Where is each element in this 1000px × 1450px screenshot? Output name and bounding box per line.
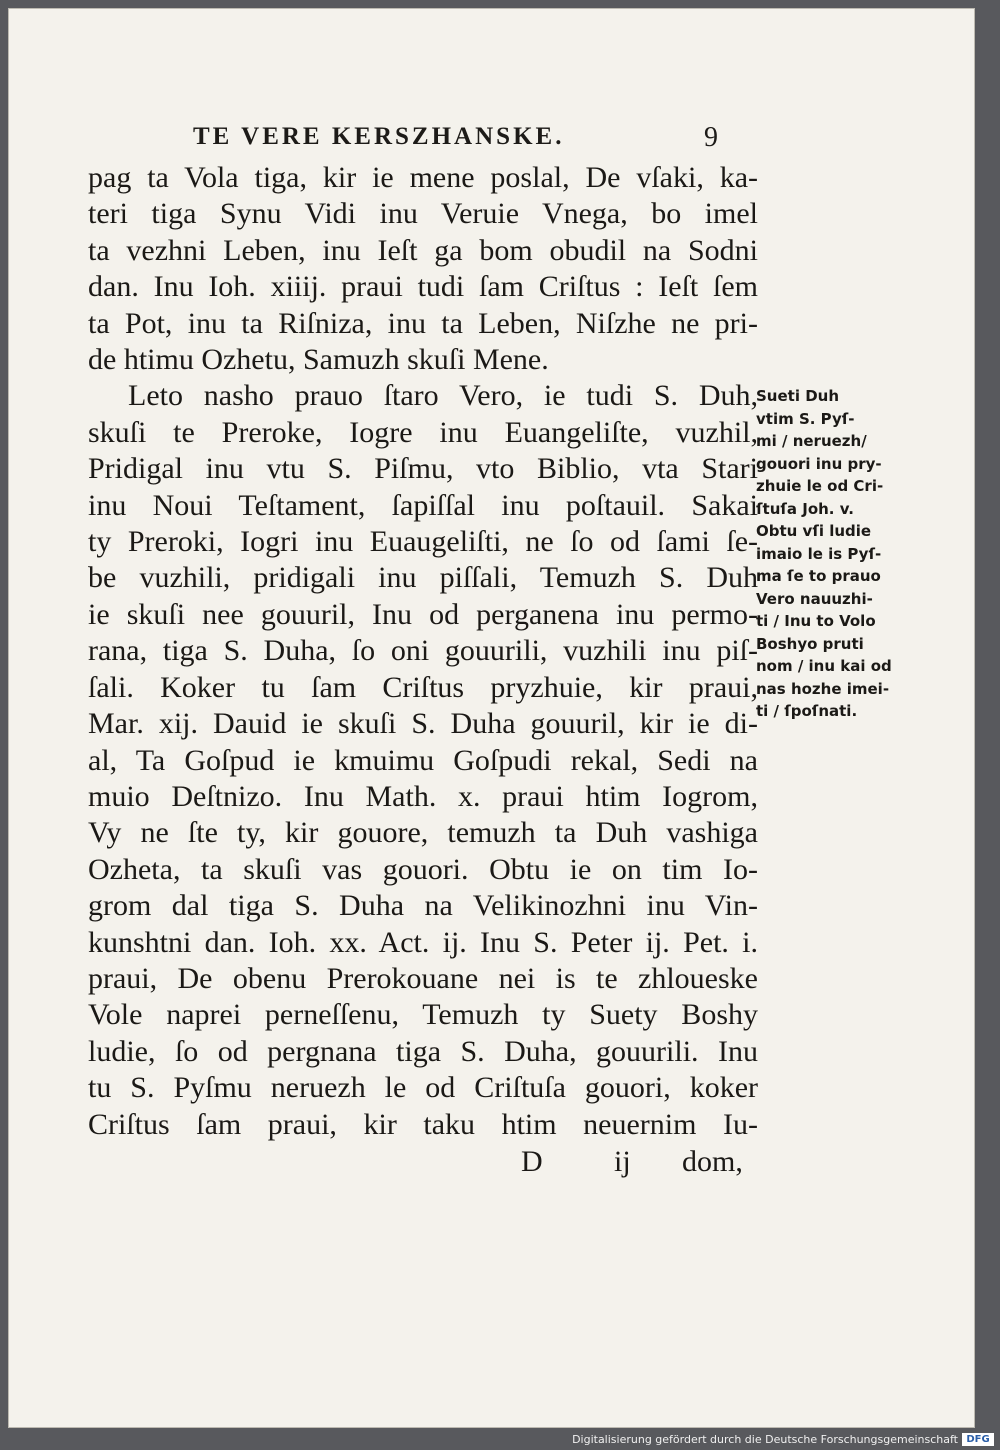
text-line: rana, tiga S. Duha, ſo oni gouurili, vuzhili inu piſ- <box>88 634 758 668</box>
text-line: tu S. Pyſmu neruezh le od Criſtuſa gouori, koker <box>88 1071 758 1105</box>
text-line: Vy ne ſte ty, kir gouore, temuzh ta Duh vashiga <box>88 816 758 850</box>
text-line: Criſtus ſam praui, kir taku htim neuernim Iu- <box>88 1107 758 1141</box>
dfg-logo: DFG <box>962 1433 994 1446</box>
catchword: dom, <box>682 1145 743 1178</box>
text-line: grom dal tiga S. Duha na Velikinozhni inu Vin- <box>88 889 758 923</box>
text-line: Ozheta, ta skuſi vas gouori. Obtu ie on tim Io- <box>88 852 758 886</box>
marginal-note-line: Boshyo pruti <box>756 634 864 653</box>
text-line: muio Deſtnizo. Inu Math. x. praui htim Iogrom, <box>88 779 758 813</box>
marginal-note-line: Obtu vſi ludie <box>756 522 872 540</box>
text-line: Mar. xij. Dauid ie skuſi S. Duha gouuril, kir ie di- <box>88 707 758 741</box>
text-line: ludie, ſo od pergnana tiga S. Duha, gouurili. Inu <box>88 1034 758 1068</box>
signature-mark: D <box>521 1145 543 1178</box>
marginal-note-line: gouori inu pry- <box>756 454 882 473</box>
text-line: ta vezhni Leben, inu Ieſt ga bom obudil na Sodni <box>88 233 758 267</box>
marginal-note-line: imaio le is Pyſ- <box>756 544 882 563</box>
footer-bar <box>0 1430 1000 1450</box>
text-line: ie skuſi nee gouuril, Inu od perganena inu permo- <box>88 597 758 631</box>
page-number: 9 <box>704 122 718 153</box>
text-line: skuſi te Preroke, Iogre inu Euangeliſte, vuzhil, <box>88 415 758 449</box>
marginal-note-line: Vero nauuzhi- <box>756 589 873 608</box>
text-line: Leto nasho prauo ſtaro Vero, ie tudi S. Duh, <box>128 379 758 413</box>
marginal-note-line: zhuie le od Cri- <box>756 477 884 495</box>
main-text-block <box>88 160 758 1143</box>
marginal-note-line: vtim S. Pyſ- <box>756 409 855 428</box>
footer-credit: Digitalisierung gefördert durch die Deutsche Forschungsgemeinschaft <box>572 1433 958 1446</box>
text-line: dan. Inu Ioh. xiiij. praui tudi ſam Criſtus : Ieſt ſem <box>88 270 758 304</box>
marginal-note-line: ſtuſa Joh. v. <box>756 499 854 518</box>
text-line: Vole naprei perneſſenu, Temuzh ty Suety Boshy <box>88 998 758 1032</box>
text-line: ty Preroki, Iogri inu Euaugeliſti, ne ſo od ſami ſe- <box>88 525 758 559</box>
text-line: be vuzhili, pridigali inu piſſali, Temuzh S. Duh <box>88 561 758 595</box>
text-line: praui, De obenu Prerokouane nei is te zhloueske <box>88 961 758 995</box>
marginal-note-line: ma ſe to prauo <box>756 567 881 585</box>
marginal-note-line: ti / ſpoſnati. <box>756 702 858 720</box>
marginal-note-line: nom / inu kai od <box>756 657 892 675</box>
text-line: teri tiga Synu Vidi inu Veruie Vnega, bo imel <box>88 197 758 231</box>
signature-number: ij <box>614 1145 631 1178</box>
text-line: al, Ta Goſpud ie kmuimu Goſpudi rekal, Sedi na <box>88 743 758 777</box>
text-line: kunshtni dan. Ioh. xx. Act. ij. Inu S. Peter ij. Pet. i. <box>88 925 758 959</box>
text-line: ſali. Koker tu ſam Criſtus pryzhuie, kir praui, <box>88 670 758 704</box>
text-line: Pridigal inu vtu S. Piſmu, vto Biblio, vta Stari <box>88 452 758 486</box>
text-line: pag ta Vola tiga, kir ie mene poslal, De vſaki, ka- <box>88 161 758 194</box>
marginal-note-line: nas hozhe imei- <box>756 679 890 698</box>
book-page <box>8 8 975 1428</box>
marginal-note-line: ti / Inu to Volo <box>756 612 876 630</box>
marginal-note-line: Sueti Duh <box>756 387 839 405</box>
text-line: ta Pot, inu ta Riſniza, inu ta Leben, Niſzhe ne pri- <box>88 306 758 340</box>
text-line: de htimu Ozhetu, Samuzh skuſi Mene. <box>88 343 549 377</box>
marginal-note <box>756 385 926 723</box>
running-head: TE VERE KERSZHANSKE. <box>193 123 565 150</box>
text-line: inu Noui Teſtament, ſapiſſal inu poſtauil. Sakai <box>88 488 758 522</box>
marginal-note-line: mi / neruezh/ <box>756 432 867 450</box>
